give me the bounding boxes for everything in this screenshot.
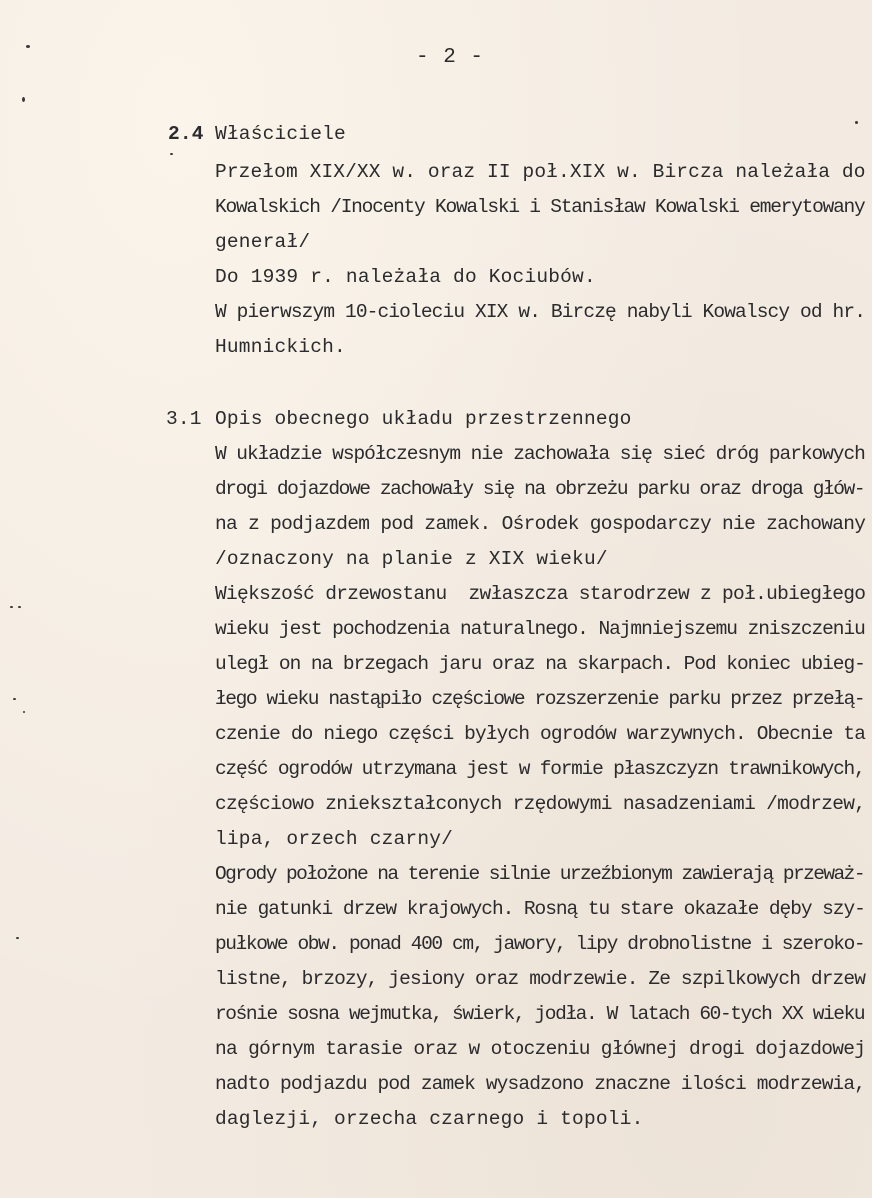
text-line: /oznaczony na planie z XIX wieku/ — [215, 548, 608, 570]
text-line: rośnie sosna wejmutka, świerk, jodła. W latach 60-tych XX wieku — [215, 1003, 865, 1025]
section-number: 2.4 — [168, 123, 204, 145]
scan-speck — [10, 606, 13, 608]
text-line: drogi dojazdowe zachowały się na obrzeżu parku oraz droga głów- — [215, 478, 865, 500]
scan-speck — [13, 698, 16, 700]
text-line: czenie do niego części byłych ogrodów warzywnych. Obecnie ta — [215, 723, 866, 745]
text-line: na górnym tarasie oraz w otoczeniu głównej drogi dojazdowej — [215, 1038, 866, 1060]
text-line: częściowo zniekształconych rzędowymi nasadzeniami /modrzew, — [215, 793, 866, 815]
text-line: lipa, orzech czarny/ — [215, 828, 454, 850]
text-line: generał/ — [215, 231, 311, 253]
scan-speck — [16, 937, 19, 939]
page-number: - 2 - — [415, 46, 484, 69]
text-line: Do 1939 r. należała do Kociubów. — [215, 266, 596, 288]
text-line: na z podjazdem pod zamek. Ośrodek gospodarczy nie zachowany — [215, 513, 866, 535]
scan-speck — [170, 153, 173, 155]
text-line: łego wieku nastąpiło częściowe rozszerzenie parku przez przełą- — [215, 688, 865, 710]
text-line: W pierwszym 10-cioleciu XIX w. Birczę nabyli Kowalscy od hr. — [215, 301, 866, 323]
text-line: Humnickich. — [215, 336, 346, 358]
text-line: uległ on na brzegach jaru oraz na skarpach. Pod koniec ubieg- — [215, 653, 865, 675]
scan-speck — [22, 97, 25, 102]
text-line: listne, brzozy, jesiony oraz modrzewie. Ze szpilkowych drzew — [215, 968, 866, 990]
scan-speck — [18, 606, 21, 608]
text-line: część ogrodów utrzymana jest w formie płaszczyzn trawnikowych, — [215, 758, 865, 780]
text-line: daglezji, orzecha czarnego i topoli. — [215, 1108, 644, 1130]
scan-speck — [23, 711, 25, 713]
text-line: Kowalskich /Inocenty Kowalski i Stanisław Kowalski emerytowany — [215, 196, 865, 218]
text-line: nie gatunki drzew krajowych. Rosną tu stare okazałe dęby szy- — [215, 898, 865, 920]
section-title: Opis obecnego układu przestrzennego — [215, 408, 632, 430]
text-line: wieku jest pochodzenia naturalnego. Najmniejszemu zniszczeniu — [215, 618, 865, 640]
text-line: nadto podjazdu pod zamek wysadzono znaczne ilości modrzewia, — [215, 1073, 866, 1095]
text-line: Ogrody położone na terenie silnie urzeźbionym zawierają przeważ- — [215, 863, 864, 885]
text-line: Przełom XIX/XX w. oraz II poł.XIX w. Bircza należała do — [215, 161, 866, 183]
text-line: pułkowe obw. ponad 400 cm, jawory, lipy drobnolistne i szeroko- — [215, 933, 865, 955]
text-line: Większość drzewostanu zwłaszcza starodrzew z poł.ubiegłego — [215, 583, 866, 605]
text-line: W układzie współczesnym nie zachowała się sieć dróg parkowych — [215, 443, 865, 465]
section-title: Właściciele — [215, 123, 346, 145]
section-number: 3.1 — [166, 408, 202, 430]
scan-speck — [855, 121, 858, 124]
